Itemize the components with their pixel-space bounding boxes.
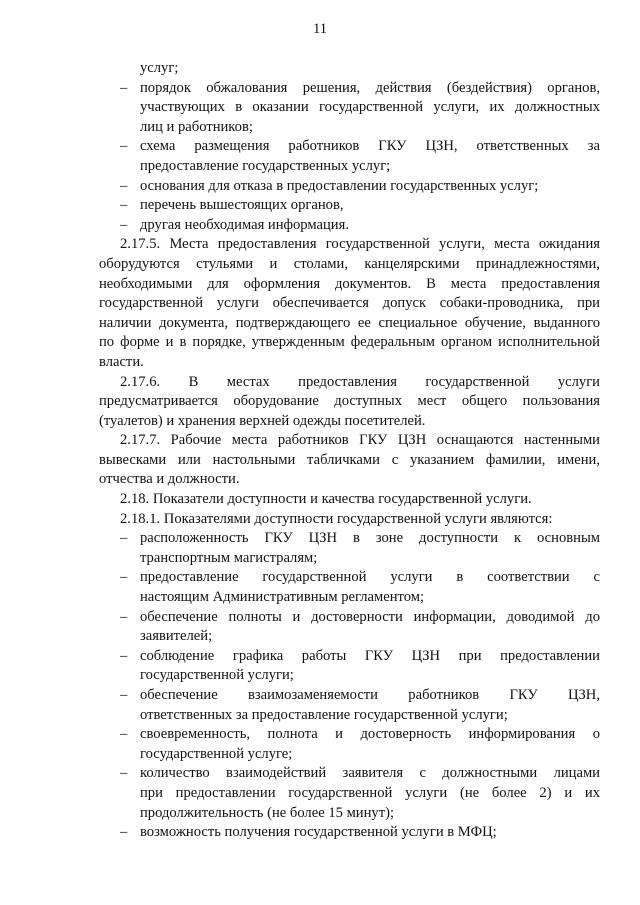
dash-bullet: – — [120, 726, 128, 743]
dash-bullet: – — [120, 569, 128, 586]
list-item: – расположенность ГКУ ЦЗН в зоне доступности к основным — [98, 529, 600, 549]
paragraph-first-line: 2.17.7. Рабочие места работников ГКУ ЦЗН оснащаются настенными — [120, 432, 600, 449]
dash-bullet: – — [120, 765, 128, 782]
list-item-continuation: продолжительность (не более 15 минут); — [140, 804, 395, 821]
list-item: – перечень вышестоящих органов, — [98, 196, 600, 216]
paragraph-first-line: 2.18. Показатели доступности и качества государственной услуги. — [120, 491, 532, 508]
list-item: – предоставление государственной услуги в соответствии с — [98, 568, 600, 588]
paragraph-first-line: 2.17.5. Места предоставления государственной услуги, места ожидания — [120, 236, 600, 253]
paragraph-first-line: 2.18.1. Показателями доступности государственной услуги являются: — [120, 510, 553, 527]
list-item: – основания для отказа в предоставлении государственных услуг; — [98, 177, 600, 197]
list-item-continuation: лиц и работников; — [140, 118, 253, 135]
dash-bullet: – — [120, 177, 128, 194]
dash-bullet: – — [120, 216, 128, 233]
dash-bullet: – — [120, 79, 128, 96]
paragraph-line: (туалетов) и хранения верхней одежды посетителей. — [99, 412, 426, 429]
list-item: – порядок обжалования решения, действия (бездействия) органов, — [98, 79, 600, 99]
document-body — [99, 59, 600, 843]
list-item-continuation: государственной услуги; — [140, 667, 294, 684]
list-item-continuation: транспортным магистралям; — [140, 549, 318, 566]
list-item-continuation: предоставление государственных услуг; — [140, 157, 391, 174]
list-item-continuation: участвующих в оказании государственной услуги, их должностных — [140, 99, 600, 116]
dash-bullet: – — [120, 197, 128, 214]
paragraph-line: власти. — [99, 353, 144, 370]
paragraph-line: необходимыми для оформления документов. В места предоставления — [99, 275, 600, 292]
list-item-continuation: услуг; — [140, 60, 179, 76]
paragraph-line: по форме и в порядке, утвержденным федеральным органом исполнительной — [99, 334, 600, 351]
dash-bullet: – — [120, 608, 128, 625]
list-item-continuation: заявителей; — [140, 628, 213, 645]
list-item: – обеспечение взаимозаменяемости работников ГКУ ЦЗН, — [98, 686, 600, 706]
paragraph-line: предусматривается оборудование доступных мест общего пользования — [99, 393, 600, 410]
list-item: – соблюдение графика работы ГКУ ЦЗН при предоставлении — [98, 647, 600, 667]
dash-bullet: – — [120, 687, 128, 703]
list-item-continuation: при предоставлении государственной услуги (не более 2) и их — [140, 784, 600, 801]
paragraph-line: отчества и должности. — [99, 471, 240, 488]
dash-bullet: – — [120, 824, 128, 841]
list-item-continuation: государственной услуге; — [140, 745, 293, 762]
dash-bullet: – — [120, 138, 128, 155]
list-item: – количество взаимодействий заявителя с должностными лицами — [98, 764, 600, 784]
page-number: 11 — [312, 21, 328, 37]
list-item: – возможность получения государственной услуги в МФЦ; — [98, 823, 600, 843]
paragraph-line: оборудуются стульями и столами, канцелярскими принадлежностями, — [99, 255, 600, 272]
dash-bullet: – — [120, 647, 128, 664]
paragraph-line: государственной услуги обеспечивается допуск собаки-проводника, при — [99, 295, 600, 312]
list-item: – своевременность, полнота и достоверность информирования о — [98, 725, 600, 745]
list-item: – схема размещения работников ГКУ ЦЗН, ответственных за — [98, 137, 600, 157]
paragraph-line: вывесками или настольными табличками с указанием фамилии, имени, — [99, 451, 600, 468]
paragraph-first-line: 2.17.6. В местах предоставления государственной услуги — [120, 373, 600, 390]
dash-bullet: – — [120, 530, 128, 547]
list-item: – обеспечение полноты и достоверности информации, доводимой до — [98, 608, 600, 628]
paragraph-line: наличии документа, подтверждающего ее специальное обучение, выданного — [99, 314, 600, 331]
list-item-continuation: настоящим Административным регламентом; — [140, 589, 425, 606]
list-item: – другая необходимая информация. — [98, 216, 600, 236]
list-item-continuation: ответственных за предоставление государственной услуги; — [140, 706, 508, 723]
